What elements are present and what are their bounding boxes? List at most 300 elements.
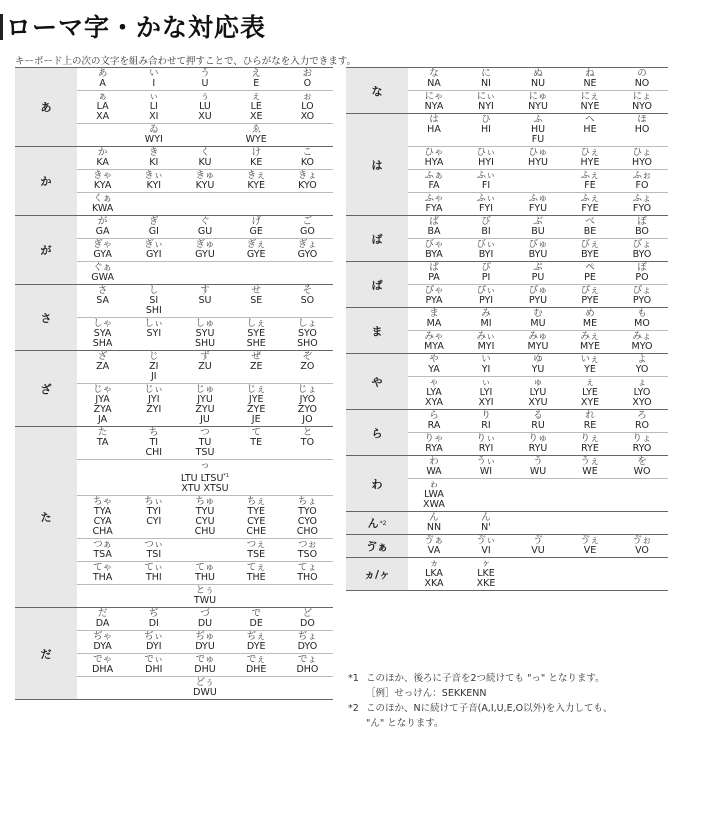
romaji-input: THO [297,572,318,584]
romaji-input: THI [145,572,162,584]
romaji-input: A [99,78,106,89]
romaji-input: WYE [245,134,267,145]
romaji-input: JYE [248,394,264,405]
table-row [408,376,668,409]
romaji-input: PE [584,272,596,283]
kana-cell [564,377,616,409]
romaji-input: YI [481,364,491,375]
kana-cell [408,114,460,146]
kana-char: ぴゃ [424,285,444,296]
kana-cell [616,331,668,353]
kana-cell [231,384,282,426]
kana-char: ふぃ [476,193,496,204]
group-rows [408,410,668,455]
romaji-input: NYA [424,101,444,112]
kana-char: い [481,354,491,365]
group-label-text: ま [371,324,383,338]
kana-char: ぺ [585,262,595,273]
kana-char: ゔぉ [632,535,652,546]
romaji-input: WYI [144,134,163,145]
kana-cell [128,539,179,561]
kana-char: う [533,456,543,467]
table-row [408,354,668,376]
romaji-input: WU [529,466,547,477]
kana-char: いぇ [580,354,600,365]
kana-cell [512,170,564,192]
kana-char: た [97,427,108,438]
kana-cell [460,239,512,261]
romaji-input: SHU [194,338,216,349]
romaji-input: PA [428,272,440,283]
kana-cell [616,239,668,261]
kana-char: ぉ [302,91,313,102]
kana-cell [408,558,460,590]
romaji-input: SU [198,295,212,306]
romaji-input: NYI [478,101,494,112]
kana-char: きぇ [246,170,266,181]
romaji-input: NA [427,78,441,89]
romaji-input: XYU [528,397,548,408]
kana-cell [128,262,179,284]
kana-group [346,410,668,456]
kana-cell [282,496,333,538]
kana-char: きぃ [144,170,164,181]
kana-group [346,354,668,410]
kana-cell [282,562,333,584]
romaji-input: THA [92,572,113,584]
kana-char: わ [429,456,439,467]
kana-cell [460,216,512,238]
kana-char: し [149,285,159,296]
romaji-input: HYU [528,157,548,168]
romaji-input: HYO [632,157,652,168]
romaji-input: I [152,78,156,89]
kana-char: じぃ [144,384,164,395]
romaji-input: JU [200,414,210,425]
romaji-input: GWA [91,272,114,283]
group-label-text: ん [367,517,379,530]
kana-cell [179,239,230,261]
kana-cell [460,456,512,478]
romaji-input: NU [530,78,546,89]
kana-cell [77,677,128,699]
romaji-input: KI [149,157,159,168]
kana-cell [460,193,512,215]
table-row [77,383,333,426]
group-label [15,427,77,607]
kana-char: にょ [632,91,652,102]
kana-cell [564,68,616,90]
kana-char: ふゅ [528,193,548,204]
group-rows [408,456,668,511]
kana-cell [77,68,128,90]
kana-cell [564,91,616,113]
group-label [346,308,408,353]
kana-cell [231,262,282,284]
kana-char: つ [200,427,210,438]
kana-cell [408,377,460,409]
kana-cell [512,377,564,409]
kana-char: の [637,68,647,79]
romaji-input: TYE [247,506,266,518]
table-row [77,147,333,169]
kana-cell [408,354,460,376]
kana-cell [512,68,564,90]
kana-char: にゃ [424,91,444,102]
kana-char: でゃ [93,654,113,666]
kana-char: じゃ [93,384,113,395]
kana-cell [564,193,616,215]
group-label-text: ヵ/ヶ [363,568,391,581]
romaji-input: MYE [579,341,600,352]
kana-char: じょ [297,384,317,395]
romaji-input: HU [530,124,546,135]
kana-cell [282,124,333,146]
romaji-input: FYA [425,203,443,214]
romaji-input: KYU [195,180,215,191]
kana-cell [128,631,179,653]
kana-cell [564,456,616,478]
romaji-input: SHO [297,338,318,349]
footnote [348,671,678,701]
kana-char: で [251,608,261,620]
kana-cell [77,631,128,653]
romaji-input: PYU [528,295,548,306]
kana-char: ふぇ [580,193,600,204]
kana-char: よ [637,354,647,365]
romaji-input: RA [427,420,441,431]
kana-char: ぷ [533,262,543,273]
romaji-input: SO [300,295,315,306]
kana-char: しぃ [144,318,164,329]
kana-char: ぴ [481,262,491,273]
romaji-input: KU [198,157,212,168]
table-row [77,317,333,350]
group-label [15,147,77,215]
romaji-input: RYU [528,443,548,454]
kana-char: しぇ [246,318,266,329]
romaji-input: ZA [96,361,110,372]
kana-char: うぇ [580,456,600,467]
kana-cell [282,91,333,123]
romaji-input: VA [427,545,441,556]
kana-char: ふゃ [424,193,444,204]
romaji-input: YU [531,364,545,375]
group-label [346,456,408,511]
kana-cell [512,512,564,534]
romaji-input: TA [96,437,109,448]
kana-cell [179,147,230,169]
kana-group [346,512,668,535]
romaji-input: XA [96,111,110,122]
kana-char: ら [429,410,439,421]
kana-cell [512,410,564,432]
table-row [77,261,333,284]
romaji-input: SHI [145,305,162,316]
group-label-text: ら [371,426,383,440]
kana-cell [128,654,179,676]
kana-cell [408,331,460,353]
kana-cell [512,285,564,307]
kana-cell [282,68,333,90]
kana-char: ゎ [429,479,439,490]
romaji-input: MYI [477,341,495,352]
romaji-input: SE [250,295,263,306]
kana-char: ぼ [637,216,647,227]
group-label-text: ゔぁ [366,540,388,553]
table-row [77,653,333,676]
kana-char: でぇ [246,654,266,666]
table-row [408,456,668,478]
table-row [77,192,333,215]
kana-cell [564,410,616,432]
kana-cell [179,351,230,383]
table-row [408,238,668,261]
kana-cell [128,239,179,261]
kana-char: め [585,308,595,319]
romaji-input: LYU [529,387,547,398]
romaji-input: DHE [245,664,267,676]
romaji-input: WA [426,466,442,477]
kana-cell [128,496,179,538]
romaji-input: RU [531,420,545,431]
kana-group [15,351,333,427]
group-label [346,68,408,113]
kana-char: つぃ [144,539,164,551]
kana-char: てぃ [144,562,164,574]
kana-cell [564,354,616,376]
kana-char: とぅ [195,585,215,597]
romaji-input: BYU [528,249,548,260]
kana-char: ど [302,608,313,620]
romaji-input: CYA [93,516,112,528]
romaji-input: CYO [297,516,318,528]
romaji-input: XYE [580,397,600,408]
kana-char: ゔぃ [476,535,496,546]
kana-cell [460,535,512,557]
kana-char: ひぇ [580,147,600,158]
kana-char: い [149,68,159,79]
romaji-input: DYA [93,641,112,653]
romaji-input: LU [199,101,211,112]
kana-cell [282,539,333,561]
kana-cell [179,216,230,238]
kana-cell [564,285,616,307]
romaji-input: NYU [528,101,548,112]
kana-char: じ [149,351,159,362]
kana-char: み [481,308,491,319]
kana-cell [616,91,668,113]
kana-group [15,285,333,351]
kana-cell [179,124,230,146]
kana-cell [77,124,128,146]
kana-cell [564,239,616,261]
kana-cell [460,377,512,409]
romaji-input: PI [481,272,491,283]
kana-cell [282,427,333,459]
romaji-input: WI [479,466,493,477]
romaji-input: RI [481,420,491,431]
kana-cell [512,239,564,261]
romaji-input: TSE [247,549,266,561]
romaji-input: MU [530,318,546,329]
group-label [346,535,408,557]
table-row [408,478,668,511]
kana-char: ふぁ [424,170,444,181]
kana-cell [231,677,282,699]
kana-char: ふぉ [632,170,652,181]
footnote [348,701,678,731]
romaji-input: JO [302,414,313,425]
footnote-mark: *2 [348,703,359,714]
romaji-input: GYE [246,249,266,260]
group-rows [408,354,668,409]
kana-cell [616,433,668,455]
kana-cell [564,479,616,511]
romaji-input: THU [195,572,215,584]
kana-cell [512,216,564,238]
kana-cell [616,193,668,215]
romaji-input: TSU [195,447,215,458]
romaji-input: FE [584,180,596,191]
kana-cell [77,147,128,169]
footnote-line: ［例］せっけん：SEKKENN [366,688,487,699]
kana-char: ざ [97,351,108,362]
kana-char: ば [429,216,439,227]
kana-char: に [481,68,491,79]
kana-char: びゃ [424,239,444,250]
kana-cell [460,68,512,90]
romaji-input: GI [148,226,159,237]
romaji-input: DWU [193,687,217,699]
kana-cell [460,285,512,307]
romaji-input: RE [583,420,597,431]
kana-char: ぁ [97,91,108,102]
table-row [77,238,333,261]
romaji-input: LTU LTSU [180,473,224,485]
kana-cell [231,68,282,90]
group-label [346,114,408,215]
kana-char: ほ [637,114,647,125]
kana-char: ぴぃ [476,285,496,296]
romaji-input: DHI [145,664,163,676]
romaji-input: KYA [93,180,112,191]
kana-cell [616,377,668,409]
group-label [346,262,408,307]
romaji-input: BYO [632,249,652,260]
group-label-text: ざ [40,382,52,396]
romaji-input: KE [250,157,263,168]
romaji-input: XI [149,111,159,122]
table-row [408,146,668,169]
kana-char: てぇ [246,562,266,574]
kana-cell [460,354,512,376]
kana-cell [77,654,128,676]
table-row [77,676,333,699]
kana-group [346,262,668,308]
kana-char: ぎょ [297,239,317,250]
kana-cell [282,216,333,238]
kana-cell [128,91,179,123]
romaji-input: LKE [477,568,495,579]
group-rows [77,216,333,284]
kana-char: てゅ [195,562,215,574]
kana-char: てゃ [93,562,113,574]
romaji-input: GA [95,226,110,237]
kana-cell [128,608,179,630]
kana-cell [408,535,460,557]
romaji-input: DE [249,618,263,630]
romaji-input: JI [151,371,157,382]
romaji-input: LKA [425,568,443,579]
romaji-input: XYO [632,397,652,408]
romaji-input: PO [635,272,649,283]
kana-cell [282,351,333,383]
kana-cell [77,460,333,495]
table-row [77,90,333,123]
romaji-input: GYU [195,249,215,260]
kana-cell [179,585,230,607]
kana-cell [408,410,460,432]
kana-char: りぃ [476,433,496,444]
kana-cell [231,239,282,261]
kana-cell [128,677,179,699]
title-accent-bar [0,14,3,40]
group-label-text: だ [40,647,52,661]
kana-cell [179,608,230,630]
table-row [77,459,333,495]
romaji-input: CYE [247,516,266,528]
group-rows [408,216,668,261]
romaji-input: MYA [424,341,444,352]
kana-cell [231,91,282,123]
kana-cell [77,285,128,317]
kana-char: り [481,410,491,421]
kana-char: ん [429,512,439,523]
romaji-input: ZYA [93,404,112,415]
group-label-text: ば [371,232,383,246]
romaji-input: XKE [476,578,496,589]
kana-cell [616,456,668,478]
kana-cell [616,114,668,146]
kana-cell [128,351,179,383]
kana-char: ぬ [533,68,543,79]
kana-char: ね [585,68,595,79]
group-label-text: や [371,375,383,389]
kana-cell [231,351,282,383]
kana-cell [282,170,333,192]
table-row [77,216,333,238]
group-label [15,351,77,426]
kana-cell [460,147,512,169]
kana-char: を [637,456,647,467]
kana-cell [282,285,333,317]
kana-cell [282,585,333,607]
romaji-input: KYE [247,180,266,191]
romaji-input: LI [149,101,158,112]
kana-char: でょ [297,654,317,666]
table-row [77,169,333,192]
romaji-input: MYO [631,341,653,352]
kana-cell [616,354,668,376]
group-rows [77,608,333,699]
right-kana-table [346,67,668,591]
kana-char: と [302,427,313,438]
romaji-input: VU [531,545,545,556]
romaji-input: E [253,78,260,89]
kana-group [346,308,668,354]
group-label [346,558,408,590]
